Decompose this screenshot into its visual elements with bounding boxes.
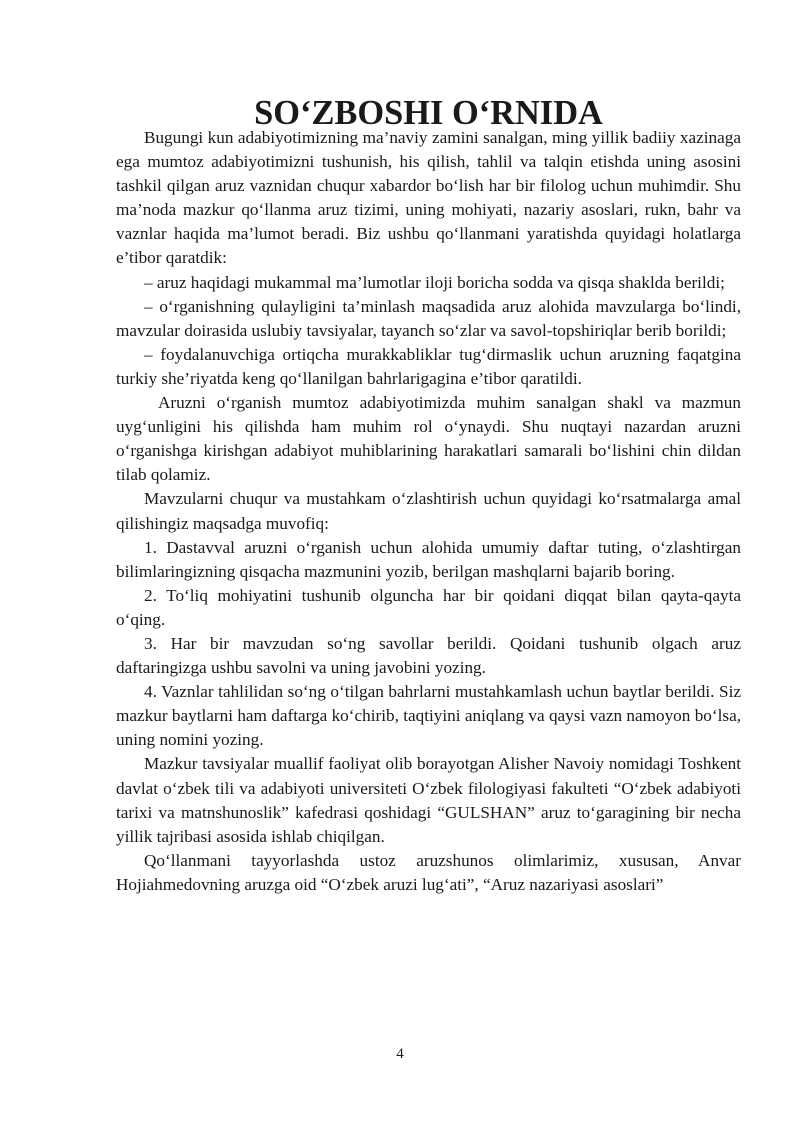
list-item-dash-1: – aruz haqidagi mukammal ma’lumotlar iloji boricha sodda va qisqa shaklda berildi; [144,272,725,292]
page-title: SO‘ZBOSHI O‘RNIDA [254,94,603,132]
list-item-numbered-1: 1. Dastavval aruzni o‘rganish uchun alohida umumiy daftar tuting, o‘zlashtirgan bilimlaringizning qisqacha mazmunini yozib, berilgan mashqlarni bajarib boring. [116,537,741,581]
list-item-numbered-4: 4. Vaznlar tahlilidan so‘ng o‘tilgan bahrlarni mustahkamlash uchun baytlar berildi. Siz mazkur baytlarni ham daftarga ko‘chirib, taqtiyini aniqlang va qaysi vazn namoyon bo‘lsa, uning nomini yozing. [116,682,741,750]
acknowledgements-paragraph: Qo‘llanmani tayyorlashda ustoz aruzshunos olimlarimiz, xususan, Anvar Hojiahmedovning aruzga oid “O‘zbek aruzi lug‘ati”, “Aruz nazariyasi asoslari” [116,850,741,894]
instructions-intro-paragraph: Mavzularni chuqur va mustahkam o‘zlashtirish uchun quyidagi ko‘rsatmalarga amal qilishingiz maqsadga muvofiq: [116,489,741,533]
recommendations-paragraph: Mazkur tavsiyalar muallif faoliyat olib borayotgan Alisher Navoiy nomidagi Toshkent davlat o‘zbek tili va adabiyoti universiteti O‘zbek filologiyasi fakulteti “O‘zbek adabiyoti tarixi va matnshunoslik” kafedrasi qoshidagi “GULSHAN” aruz to‘garagining bir necha yillik tajribasi asosida ishlab chiqilgan. [116,754,741,846]
document-page [116,94,741,897]
aruz-paragraph: Aruzni o‘rganish mumtoz adabiyotimizda muhim sanalgan shakl va mazmun uyg‘unligini his qilishda ham muhim rol o‘ynaydi. Shu nuqtayi nazardan aruzni o‘rganishga kirishgan adabiyot muhiblarining harakatlari samarali bo‘lishini chin dildan tilab qolamiz. [116,393,741,485]
list-item-numbered-2: 2. To‘liq mohiyatini tushunib olguncha har bir qoidani diqqat bilan qayta-qayta o‘qing. [116,585,741,629]
intro-paragraph: Bugungi kun adabiyotimizning ma’naviy zamini sanalgan, ming yillik badiiy xazinaga ega mumtoz adabiyotimizni tushunish, his qilish, tahlil va talqin etishda uning asosini tashkil qilgan aruz vaznidan chuqur xabardor bo‘lish har bir filolog uchun muhimdir. Shu ma’noda mazkur qo‘llanma aruz tizimi, uning mohiyati, nazariy asoslari, rukn, bahr va vaznlar haqida ma’lumot beradi. Biz ushbu qo‘llanmani yaratishda quyidagi holatlarga e’tibor qaratdik: [116,128,741,268]
page-number: 4 [396,1046,404,1062]
list-item-dash-2: – o‘rganishning qulayligini ta’minlash maqsadida aruz alohida mavzularga bo‘lindi, mavzular doirasida uslubiy tavsiyalar, tayanch so‘zlar va savol-topshiriqlar berib borildi; [116,296,741,340]
list-item-dash-3: – foydalanuvchiga ortiqcha murakkabliklar tug‘dirmaslik uchun aruzning faqatgina turkiy she’riyatda keng qo‘llanilgan bahrlarigagina e’tibor qaratildi. [116,344,741,388]
list-item-numbered-3: 3. Har bir mavzudan so‘ng savollar berildi. Qoidani tushunib olgach aruz daftaringizga ushbu savolni va uning javobini yozing. [116,633,741,678]
